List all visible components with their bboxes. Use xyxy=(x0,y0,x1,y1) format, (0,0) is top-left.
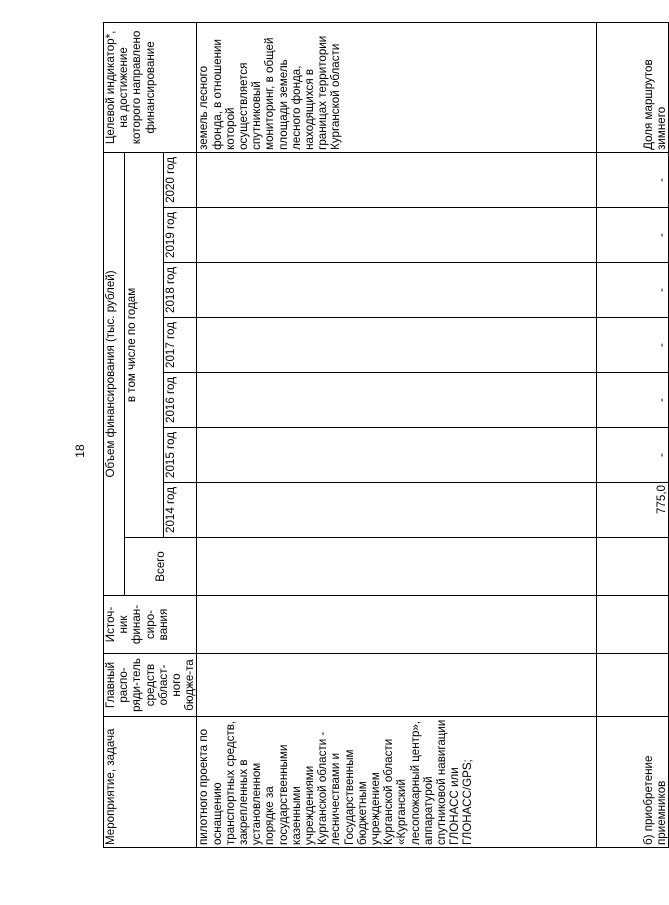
value-2018: - xyxy=(597,263,669,318)
row-2019 xyxy=(197,208,597,263)
rotated-table-container xyxy=(103,30,669,848)
header-year-2016: 2016 год xyxy=(164,373,197,428)
row-main-manager xyxy=(197,654,597,717)
row-2020 xyxy=(197,152,597,207)
header-source: Источ-ник финан-сиро-вания xyxy=(104,596,197,654)
row-total xyxy=(597,538,669,596)
header-funding-volume: Объем финансирования (тыс. рублей) xyxy=(104,152,125,595)
row-event-text: б) приобретение приемников xyxy=(597,717,669,848)
row-main-manager xyxy=(597,654,669,717)
header-main-manager: Главный распо-ряди-тель средств област-ного бюдже-та xyxy=(104,654,197,717)
value-2020: - xyxy=(597,152,669,207)
value-2019: - xyxy=(597,208,669,263)
header-by-years: в том числе по годам xyxy=(125,152,164,537)
row-2016 xyxy=(197,373,597,428)
value-2017: - xyxy=(597,318,669,373)
header-year-2014: 2014 год xyxy=(164,483,197,538)
header-year-2017: 2017 год xyxy=(164,318,197,373)
row-source xyxy=(597,596,669,654)
row-2015 xyxy=(197,428,597,483)
header-event-task: Мероприятие, задача xyxy=(104,717,197,848)
row-indicator-text: земель лесного фонда, в отношении которой осуществляется спутниковый мониторинг, в общей площади земель лесного фонда, находящихся в границах территории Курганской области xyxy=(197,22,597,152)
header-total: Всего xyxy=(125,538,197,596)
header-target-indicator: Целевой индикатор*, на достижение которого направлено финансирование xyxy=(104,22,197,152)
value-2014: 775,0 xyxy=(597,483,669,538)
value-2016: - xyxy=(597,373,669,428)
row-indicator-text: Доля маршрутов зимнего xyxy=(597,22,669,152)
row-2018 xyxy=(197,263,597,318)
page-number: 18 xyxy=(73,444,87,458)
row-2014 xyxy=(197,483,597,538)
financing-table xyxy=(103,22,669,848)
row-event-text: пилотного проекта по оснащению транспортных средств, закрепленных в установленном порядке за государственными казенными учреждениями Курганской области - лесничествами и Государственным бюджетным учреждением Курганской области «Курганский лесопожарный центр», аппаратурой спутниковой навигации ГЛОНАСС или ГЛОНАСС/GPS; xyxy=(197,717,597,848)
header-year-2018: 2018 год xyxy=(164,263,197,318)
value-2015: - xyxy=(597,428,669,483)
header-year-2020: 2020 год xyxy=(164,152,197,207)
row-2017 xyxy=(197,318,597,373)
row-total xyxy=(197,538,597,596)
header-year-2019: 2019 год xyxy=(164,208,197,263)
header-year-2015: 2015 год xyxy=(164,428,197,483)
row-source xyxy=(197,596,597,654)
